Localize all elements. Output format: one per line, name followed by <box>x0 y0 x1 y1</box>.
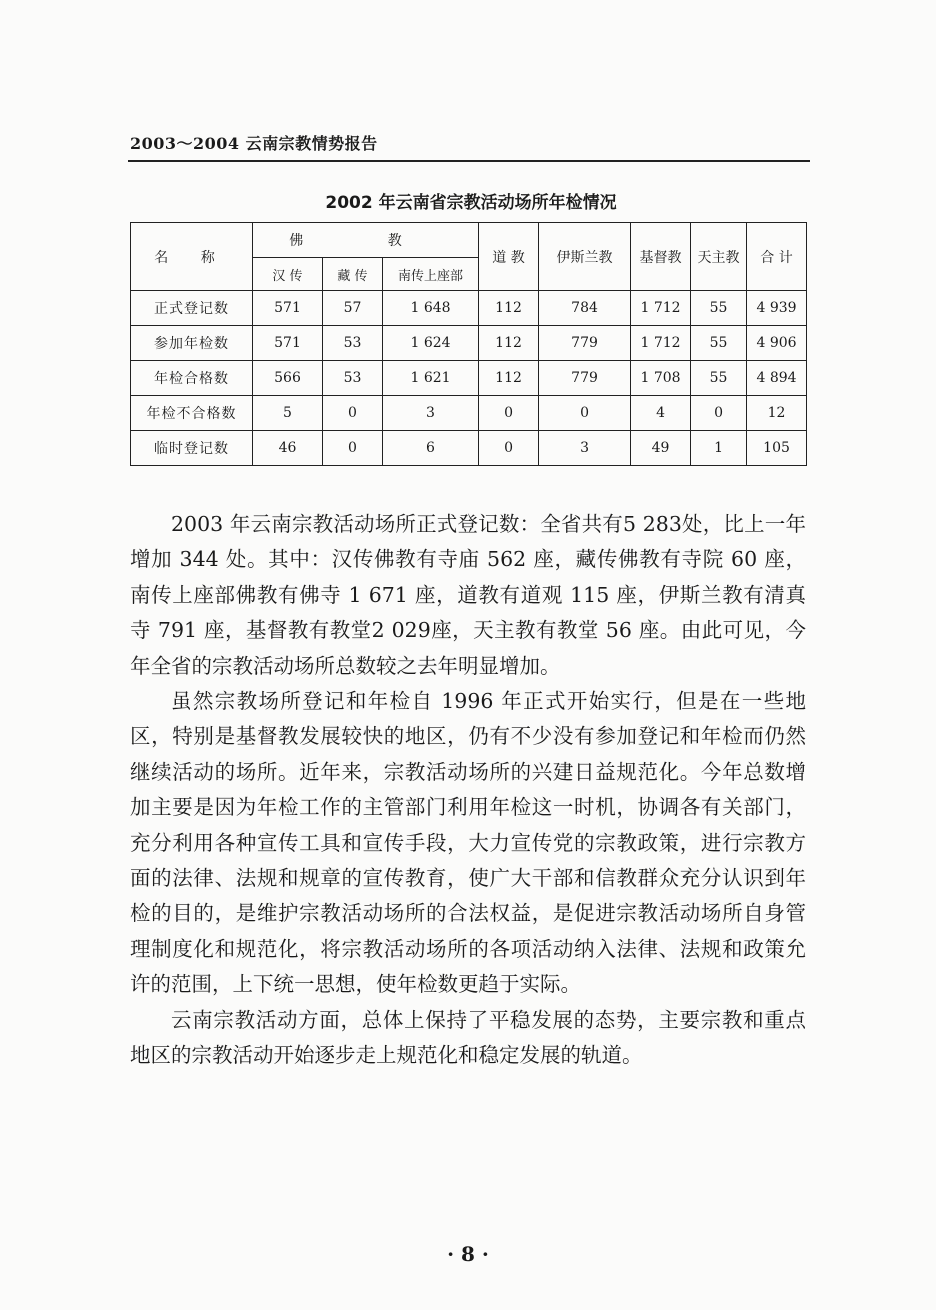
table-cell: 784 <box>539 291 631 326</box>
header-rule <box>128 160 810 162</box>
paragraph: 云南宗教活动方面，总体上保持了平稳发展的态势，主要宗教和重点地区的宗教活动开始逐步走上规范化和稳定发展的轨道。 <box>130 1007 806 1068</box>
table-cell: 105 <box>747 431 807 466</box>
table-cell: 3 <box>383 396 479 431</box>
paragraph: 虽然宗教场所登记和年检自 1996 年正式开始实行，但是在一些地区，特别是基督教发展较快的地区，仍有不少没有参加登记和年检而仍然继续活动的场所。近年来，宗教活动场所的兴建日益规范化。今年总数增加主要是因为年检工作的主管部门利用年检这一时机，协调各有关部门，充分利用各种宣传工具和宣传手段，大力宣传党的宗教政策，进行宗教方面的法律、法规和规章的宣传教育，使广大干部和信教群众充分认识到年检的目的，是维护宗教活动场所的合法权益，是促进宗教活动场所自身管理制度化和规范化，将宗教活动场所的各项活动纳入法律、法规和政策允许的范围，上下统一思想，使年检数更趋于实际。 <box>130 689 806 997</box>
row-label: 年检不合格数 <box>131 396 253 431</box>
row-label: 临时登记数 <box>131 431 253 466</box>
table-cell: 0 <box>539 396 631 431</box>
table-cell: 0 <box>479 431 539 466</box>
table-row <box>131 431 807 466</box>
paragraph: 2003 年云南宗教活动场所正式登记数：全省共有5 283处，比上一年增加 344 处。其中：汉传佛教有寺庙 562 座，藏传佛教有寺院 60 座，南传上座部佛教有佛寺 1 671 座，道教有道观 115 座，伊斯兰教有清真寺 791 座，基督教有教堂2 029座，天主教有教堂 56 座。由此可见，今年全省的宗教活动场所总数较之去年明显增加。 <box>130 512 806 678</box>
sub-header: 藏 传 <box>323 258 383 291</box>
column-header: 道 教 <box>479 223 539 291</box>
page-number: · 8 · <box>447 1242 489 1266</box>
table-row <box>131 326 807 361</box>
statistics-table <box>130 222 807 466</box>
table-cell: 53 <box>323 326 383 361</box>
table-cell: 53 <box>323 361 383 396</box>
table-cell: 55 <box>691 326 747 361</box>
table-cell: 46 <box>253 431 323 466</box>
corner-header: 名 称 <box>131 223 253 291</box>
buddhism-header: 佛 教 <box>253 223 479 258</box>
table-cell: 779 <box>539 326 631 361</box>
table-cell: 0 <box>323 396 383 431</box>
table-cell: 566 <box>253 361 323 396</box>
row-label: 正式登记数 <box>131 291 253 326</box>
column-header: 伊斯兰教 <box>539 223 631 291</box>
table-cell: 1 712 <box>631 291 691 326</box>
body-text <box>130 507 806 1074</box>
column-header: 基督教 <box>631 223 691 291</box>
sub-header: 汉 传 <box>253 258 323 291</box>
table-cell: 571 <box>253 326 323 361</box>
table-cell: 4 894 <box>747 361 807 396</box>
table-cell: 6 <box>383 431 479 466</box>
table-cell: 4 939 <box>747 291 807 326</box>
table-title: 2002 年云南省宗教活动场所年检情况 <box>325 193 617 213</box>
table-cell: 55 <box>691 361 747 396</box>
table-cell: 1 648 <box>383 291 479 326</box>
table-cell: 112 <box>479 361 539 396</box>
table-row <box>131 396 807 431</box>
table-row <box>131 291 807 326</box>
table-cell: 55 <box>691 291 747 326</box>
table-cell: 4 <box>631 396 691 431</box>
column-header: 合 计 <box>747 223 807 291</box>
table-cell: 57 <box>323 291 383 326</box>
table-cell: 0 <box>691 396 747 431</box>
table-cell: 112 <box>479 326 539 361</box>
table-cell: 779 <box>539 361 631 396</box>
table-cell: 112 <box>479 291 539 326</box>
sub-header: 南传上座部 <box>383 258 479 291</box>
table-cell: 12 <box>747 396 807 431</box>
column-header: 天主教 <box>691 223 747 291</box>
table-cell: 1 <box>691 431 747 466</box>
table-cell: 3 <box>539 431 631 466</box>
row-label: 参加年检数 <box>131 326 253 361</box>
table-cell: 49 <box>631 431 691 466</box>
table-cell: 1 621 <box>383 361 479 396</box>
table-cell: 1 712 <box>631 326 691 361</box>
row-label: 年检合格数 <box>131 361 253 396</box>
table-cell: 0 <box>479 396 539 431</box>
table-row <box>131 361 807 396</box>
table-cell: 0 <box>323 431 383 466</box>
table-cell: 1 708 <box>631 361 691 396</box>
table-cell: 4 906 <box>747 326 807 361</box>
running-head: 2003～2004 云南宗教情势报告 <box>130 134 378 153</box>
table-cell: 1 624 <box>383 326 479 361</box>
table-cell: 5 <box>253 396 323 431</box>
table-cell: 571 <box>253 291 323 326</box>
